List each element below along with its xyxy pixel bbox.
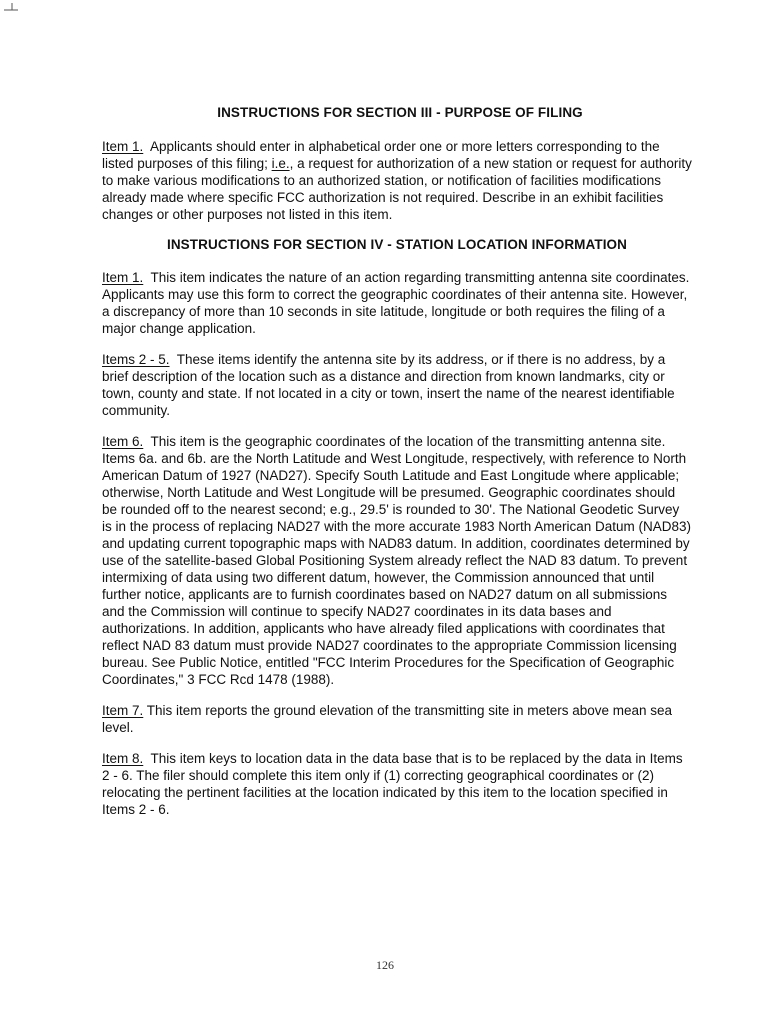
item-text: This item is the geographic coordinates of the location of the transmitting antenna site. Items 6a. and 6b. are the North Latitude and West Longitude, respectively, with reference to North American Datum of 1927 (NAD27). Specify South Latitude and East Longitude where applicable; otherwise, North Latitude and West Longitude will be presumed. Geographic coordinates should be rounded off to the nearest second; e.g., 29.5' is rounded to 30'. The National Geodetic Survey is in the process of replacing NAD27 with the more accurate 1983 North American Datum (NAD83) and updating current topographic maps with NAD83 datum. In addition, coordinates determined by use of the satellite-based Global Positioning System already reflect the NAD 83 datum. To prevent intermixing of data using two different datum, however, the Commission announced that until further notice, applicants are to furnish coordinates based on NAD27 datum on all submissions and the Commission will continue to specify NAD27 coordinates in its data bases and authorizations. In addition, applicants who have already filed applications with coordinates that reflect NAD 83 datum must provide NAD27 coordinates to the appropriate Commission licensing bureau. See Public Notice, entitled "FCC Interim Procedures for the Specification of Geographic Coordinates," 3 FCC Rcd 1478 (1988). bbox=[102, 434, 692, 687]
section-iv-item-7 bbox=[102, 702, 692, 736]
item-label: Item 8. bbox=[102, 751, 144, 766]
page-number: 126 bbox=[376, 958, 394, 972]
item-text: Applicants should enter in alphabetical order one or more letters corresponding to the listed purposes of this filing; bbox=[102, 139, 660, 171]
section-iii-item-1 bbox=[102, 138, 692, 223]
section-iii-heading: INSTRUCTIONS FOR SECTION III - PURPOSE OF FILING bbox=[217, 105, 583, 120]
section-iv-item-6 bbox=[102, 433, 692, 688]
section-iv-items-2-5 bbox=[102, 351, 692, 419]
document-body bbox=[102, 96, 692, 832]
item-label: Item 6. bbox=[102, 434, 144, 449]
item-text: This item reports the ground elevation of the transmitting site in meters above mean sea level. bbox=[102, 703, 673, 735]
item-text: This item keys to location data in the data base that is to be replaced by the data in Items 2 - 6. The filer should complete this item only if (1) correcting geographical coordinates or (2) relocating the pertinent facilities at the location indicated by this item to the location specified in Items 2 - 6. bbox=[102, 751, 683, 817]
item-label: Item 1. bbox=[102, 139, 144, 154]
item-emphasis: i.e. bbox=[271, 156, 290, 171]
item-text: This item indicates the nature of an action regarding transmitting antenna site coordinates. Applicants may use this form to correct the geographic coordinates of their antenna site. However, a discrepancy of more than 10 seconds in site latitude, longitude or both requires the filing of a major change application. bbox=[102, 270, 690, 336]
item-label: Items 2 - 5. bbox=[102, 352, 170, 367]
section-iv-item-8 bbox=[102, 750, 692, 818]
corner-mark-icon bbox=[4, 2, 18, 12]
section-iv-heading: INSTRUCTIONS FOR SECTION IV - STATION LOCATION INFORMATION bbox=[166, 237, 628, 252]
section-iv-item-1 bbox=[102, 269, 692, 337]
item-text: These items identify the antenna site by its address, or if there is no address, by a brief description of the location such as a distance and direction from known landmarks, city or town, county and state. If not located in a city or town, insert the name of the nearest identifiable community. bbox=[102, 352, 675, 418]
item-label: Item 1. bbox=[102, 270, 144, 285]
item-label: Item 7. bbox=[102, 703, 144, 718]
item-text: , a request for authorization of a new station or request for authority to make various modifications to an authorized station, or notification of facilities modifications already made where specific FCC authorization is not required. Describe in an exhibit facilities changes or other purposes not listed in this item. bbox=[102, 156, 692, 222]
